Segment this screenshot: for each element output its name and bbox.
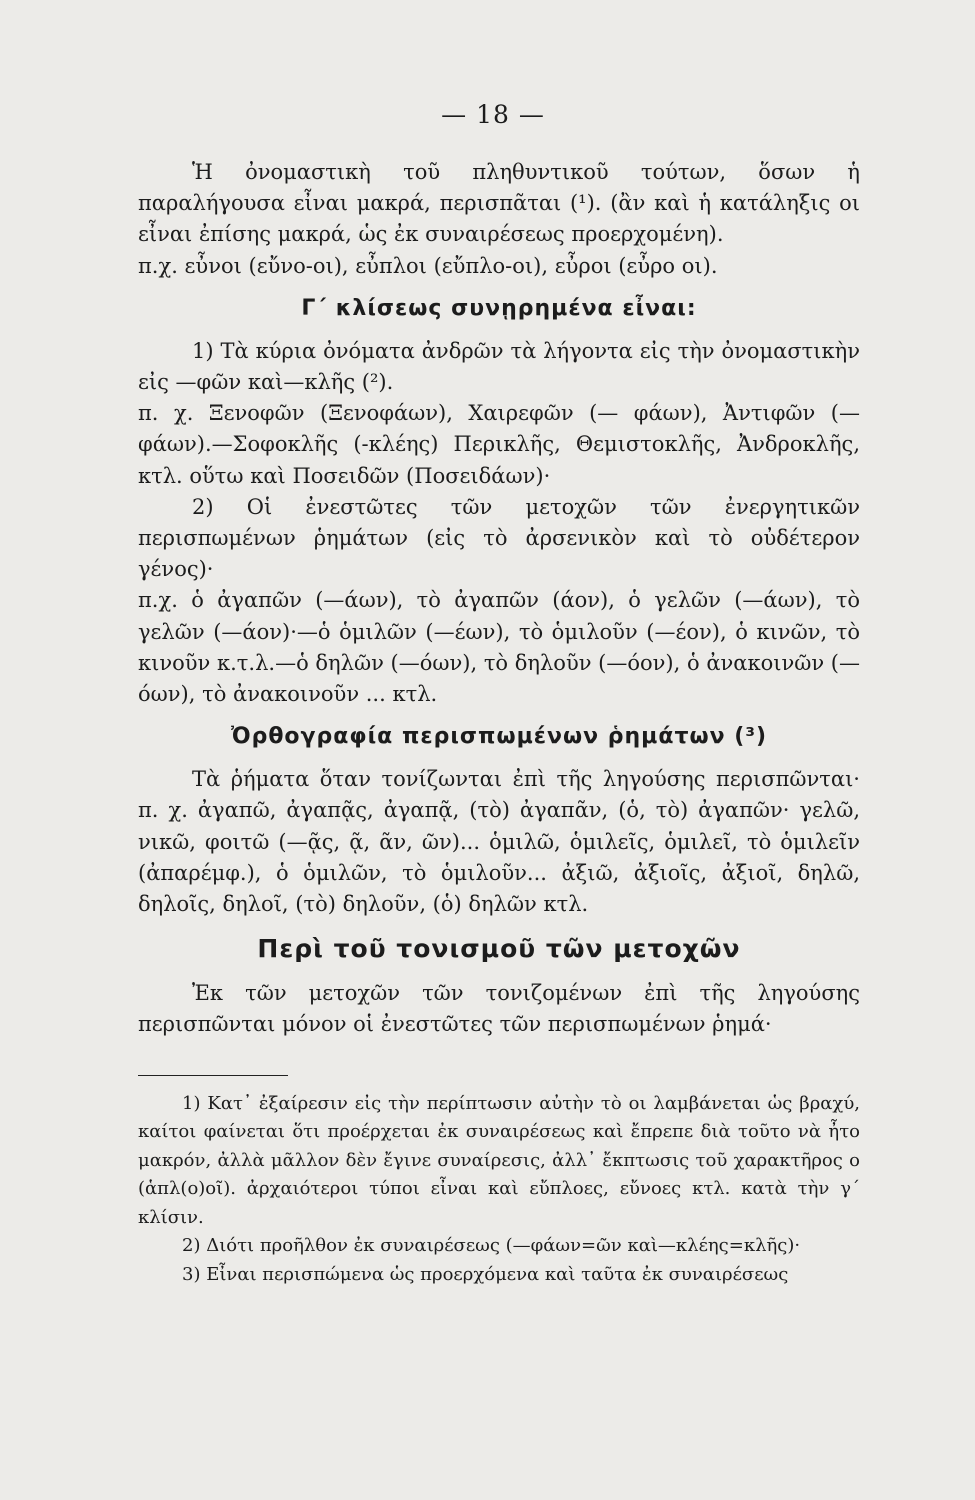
paragraph-example-names: π. χ. Ξενοφῶν (Ξενοφάων), Χαιρεφῶν (— φάων), Ἀντιφῶν (—φάων).—Σοφοκλῆς (-κλέης) Περικλῆς, Θεμιστοκλῆς, Ἀνδροκλῆς, κτλ. οὕτω καὶ Ποσειδῶν (Ποσειδάων)· <box>138 401 860 488</box>
heading-orthography-verbs: Ὀρθογραφία περισπωμένων ῥημάτων (³) <box>230 724 768 750</box>
paragraph-participle-rule: Ἐκ τῶν μετοχῶν τῶν τονιζομένων ἐπὶ τῆς ληγούσης περισπῶνται μόνον οἱ ἐνεστῶτες τῶν περισπωμένων ῥημά· <box>138 981 860 1037</box>
paragraph-example-participles: π.χ. ὁ ἀγαπῶν (—άων), τὸ ἀγαπῶν (άον), ὁ γελῶν (—άων), τὸ γελῶν (—άον)·—ὁ ὁμιλῶν (—έων), τὸ ὁμιλοῦν (—έον), ὁ κινῶν, τὸ κινοῦν κ.τ.λ.—ὁ δηλῶν (—όων), τὸ δηλοῦν (—όον), ὁ ἀνακοινῶν (—όων), τὸ ἀνακοινοῦν ... κτλ. <box>138 588 860 707</box>
paragraph-nominative-plural: Ἡ ὀνομαστικὴ τοῦ πληθυντικοῦ τούτων, ὅσων ἡ παραλήγουσα εἶναι μακρά, περισπᾶται (¹). (ἂν καὶ ἡ κατάληξις οι εἶναι ἐπίσης μακρά, ὡς ἐκ συναιρέσεως προερχομένη). <box>138 160 860 247</box>
heading-participle-accent: Περὶ τοῦ τονισμοῦ τῶν μετοχῶν <box>257 934 741 964</box>
paragraph-rule-2: 2) Οἱ ἐνεστῶτες τῶν μετοχῶν τῶν ἐνεργητικῶν περισπωμένων ῥημάτων (εἰς τὸ ἀρσενικὸν καὶ τὸ οὐδέτερον γένος)· <box>138 494 860 582</box>
footnote-3: 3) Εἶναι περισπώμενα ὡς προερχόμενα καὶ ταῦτα ἐκ συναιρέσεως <box>182 1263 789 1285</box>
footnotes <box>138 1090 860 1290</box>
footnote-1: 1) Κατ᾿ ἐξαίρεσιν εἰς τὴν περίπτωσιν αὐτὴν τὸ οι λαμβάνεται ὡς βραχύ, καίτοι φαίνεται ὅτι προέρχεται ἐκ συναιρέσεως καὶ ἔπρεπε διὰ τοῦτο νὰ ἦτο μακρόν, ἀλλὰ μᾶλλον δὲν ἔγινε συναίρεσις, ἀλλ᾿ ἔκπτωσις τοῦ χαρακτῆρος ο (ἁπλ(ο)οῖ). ἀρχαιότεροι τύποι εἶναι καὶ εὔπλοες, εὔνοες κτλ. κατὰ τὴν γ΄ κλίσιν. <box>138 1092 860 1228</box>
paragraph-example-eunoi: π.χ. εὖνοι (εὔνο-οι), εὖπλοι (εὔπλο-οι), εὖροι (εὖρο οι). <box>138 253 718 278</box>
paragraph-verbs-rule: Τὰ ῥήματα ὅταν τονίζωνται ἐπὶ τῆς ληγούσης περισπῶνται· π. χ. ἀγαπῶ, ἀγαπᾷς, ἀγαπᾷ, (τὸ) ἀγαπᾶν, (ὁ, τὸ) ἀγαπῶν· γελῶ, νικῶ, φοιτῶ (—ᾷς, ᾷ, ᾶν, ῶν)... ὁμιλῶ, ὁμιλεῖς, ὁμιλεῖ, τὸ ὁμιλεῖν (ἀπαρέμφ.), ὁ ὁμιλῶν, τὸ ὁμιλοῦν... ἀξιῶ, ἀξιοῖς, ἀξιοῖ, δηλῶ, δηλοῖς, δηλοῖ, (τὸ) δηλοῦν, (ὁ) δηλῶν κτλ. <box>138 767 860 917</box>
footnote-separator <box>138 1075 288 1076</box>
paragraph-rule-1: 1) Τὰ κύρια ὀνόματα ἀνδρῶν τὰ λήγοντα εἰς τὴν ὀνομαστικὴν εἰς —φῶν καὶ—κλῆς (²). <box>138 338 860 395</box>
footnote-2: 2) Διότι προῆλθον ἐκ συναιρέσεως (—φάων=ῶν καὶ—κλέης=κλῆς)· <box>182 1235 801 1257</box>
page-number: — 18 — <box>441 100 545 129</box>
heading-third-declension: Γ΄ κλίσεως συνῃρημένα εἶναι: <box>301 295 697 321</box>
